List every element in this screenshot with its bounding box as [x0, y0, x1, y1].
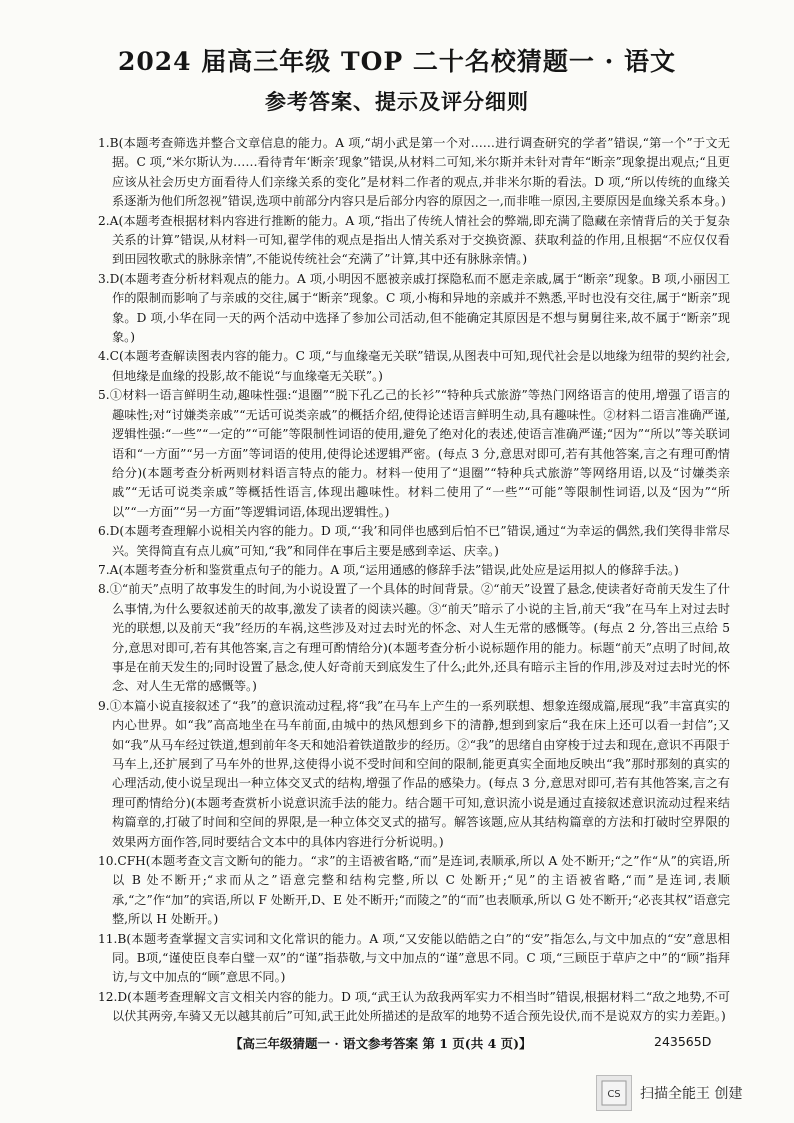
answer-item: [98, 580, 730, 696]
answer-text: B(本题考查筛选并整合文章信息的能力。A 项,“胡小武是第一个对……进行调查研究的学者”错误,“第一个”于文无据。C 项,“米尔斯认为……看待青年‘断亲’现象”错误,从材料二可知,米尔斯并未针对青年“断亲”现象提出观点;“且更应该从社会历史方面看待人们亲缘关系的变化”是材料二作者的观点,并非米尔斯的看法。D 项,“所以传统的血缘关系逐渐为他们所忽视”错误,选项中前部分内容只是后部分内容的原因之一,而非唯一原因,主要原因是血缘关系本身。): [109, 136, 730, 209]
answer-list: [98, 134, 730, 1027]
answer-text: D(本题考查理解文言文相关内容的能力。D 项,“武王认为敌我两军实力不相当时”错误,根据材料二“敌之地势,不可以伏其两旁,车骑又无以越其前后”可知,武王此处所描述的是敌军的地势不适合预先设伏,而不是说双方的实力差距。): [112, 989, 730, 1024]
answer-number: 5.: [98, 388, 110, 403]
answer-number: 7.: [98, 562, 110, 577]
answer-number: 2.: [98, 213, 110, 228]
answer-text: ①材料一语言鲜明生动,趣味性强:“退圈”“脱下孔乙己的长衫”“特种兵式旅游”等热门网络语言的使用,增强了语言的趣味性;对“讨嫌类亲戚”“无话可说类亲戚”的概括介绍,使得论述语言鲜明生动,具有趣味性。②材料二语言准确严谨,逻辑性强:“一些”“一定的”“可能”等限制性词语的使用,避免了绝对化的表述,使语言准确严谨;“因为”“所以”等关联词语和“一方面”“另一方面”等词语的使用,使得论述逻辑严密。(每点 3 分,意思对即可,若有其他答案,言之有理可酌情给分)(本题考查分析两则材料语言特点的能力。材料一使用了“退圈”“特种兵式旅游”等网络用语,以及“讨嫌类亲戚”“无话可说类亲戚”等概括性语言,体现出趣味性。材料二使用了“一些”“可能”等限制性词语,以及“因为”“所以”“一方面”“另一方面”等逻辑词语,体现出逻辑性。): [109, 388, 730, 519]
answer-item: [98, 561, 730, 580]
answer-number: 3.: [98, 271, 110, 286]
answer-item: [98, 988, 730, 1027]
camscanner-logo-icon: [596, 1075, 632, 1111]
answer-text: ①“前天”点明了故事发生的时间,为小说设置了一个具体的时间背景。②“前天”设置了悬念,使读者好奇前天发生了什么事情,为什么要叙述前天的故事,激发了读者的阅读兴趣。③“前天”暗示了小说的主旨,前天“我”在马车上对过去时光的联想,以及前天“我”经历的车祸,这些涉及对过去时光的怀念、对人生无常的感慨等。(每点 2 分,答出三点给 5 分,意思对即可,若有其他答案,言之有理可酌情给分)(本题考查分析小说标题作用的能力。标题“前天”点明了时间,故事是在前天发生的;同时设置了悬念,使人好奇前天到底发生了什么;此外,还具有暗示主旨的作用,涉及对过去时光的怀念、对人生无常的感慨等。): [109, 582, 730, 694]
answer-text: A(本题考查分析和鉴赏重点句子的能力。A 项,“运用通感的修辞手法”错误,此处应是运用拟人的修辞手法。): [109, 562, 679, 577]
answer-item: [98, 347, 730, 386]
answer-number: 11.: [98, 931, 118, 946]
answer-text: D(本题考查理解小说相关内容的能力。D 项,“‘我’和同伴也感到后怕不已”错误,通过“为幸运的偶然,我们笑得非常尽兴。笑得简直有点儿疯”可知,“我”和同伴在事后主要是感到幸运、庆幸。): [109, 524, 730, 558]
answer-item: [98, 522, 730, 561]
svg-text:CS: CS: [607, 1089, 621, 1100]
answer-text: ①本篇小说直接叙述了“我”的意识流动过程,将“我”在马车上产生的一系列联想、想象连缀成篇,展现“我”丰富真实的内心世界。如“我”高高地坐在马车前面,由城中的热风想到乡下的清静,想到到家后“我在床上还可以看一封信”;又如“我”从马车经过铁道,想到前年冬天和她沿着铁道散步的经历。②“我”的思绪自由穿梭于过去和现在,意识不再限于马车上,还扩展到了马车外的世界,这使得小说不受时间和空间的限制,能更真实全面地反映出“我”那时那刻的真实的心理活动,使小说呈现出一种立体交叉式的结构,增强了作品的感染力。(每点 3 分,意思对即可,若有其他答案,言之有理可酌情给分)(本题考查赏析小说意识流手法的能力。结合题干可知,意识流小说是通过直接叙述意识流动过程来结构篇章的,打破了时间和空间的界限,是一种立体交叉式的描写。解答该题,应从其结构篇章的方法和打破时空界限的效果两方面作答,同时要结合文本中的具体内容进行分析说明。): [109, 698, 730, 849]
answer-text: A(本题考查根据材料内容进行推断的能力。A 项,“指出了传统人情社会的弊端,即充满了隐藏在亲情背后的关于复杂关系的计算”错误,从材料一可知,翟学伟的观点是指出人情关系对于交换资源、获取利益的作用,且根据“不应仅仅看到田园牧歌式的脉脉亲情”,不能说传统社会“充满了”计算,其中还有脉脉亲情。): [109, 213, 730, 267]
answer-number: 10.: [98, 854, 118, 869]
answer-number: 6.: [98, 524, 110, 539]
document-title: 2024 届高三年级 TOP 二十名校猜题一 · 语文: [118, 47, 676, 76]
page-footer: 【高三年级猜题一 · 语文参考答案 第 1 页(共 4 页)】: [230, 1036, 532, 1051]
watermark-text: 扫描全能王 创建: [640, 1086, 743, 1102]
answer-item: [98, 852, 730, 930]
answer-item: [98, 134, 730, 212]
answer-number: 9.: [98, 698, 110, 713]
answer-text: B(本题考查掌握文言实词和文化常识的能力。A 项,“又安能以皓皓之白”的“安”指怎么,与文中加点的“安”意思相同。B项,“谨使臣良奉白璧一双”的“谨”指恭敬,与文中加点的“谨”意思不同。C 项,“三顾臣于草庐之中”的“顾”指拜访,与文中加点的“顾”意思不同。): [112, 931, 730, 985]
answer-text: CFH(本题考查文言文断句的能力。“求”的主语被省略,“而”是连词,表顺承,所以 A 处不断开;“之”作“从”的宾语,所以 B 处不断开;“求而从之”语意完整和结构完整,所以 C 处断开;“见”的主语被省略,“而”是连词,表顺承,“之”作“加”的宾语,所以 F 处断开,D、E 处不断开;“而陵之”的“而”也表顺承,所以 G 处不断开;“必丧其权”语意完整,所以 H 处断开。): [112, 854, 730, 927]
answer-text: C(本题考查解读图表内容的能力。C 项,“与血缘毫无关联”错误,从图表中可知,现代社会是以地缘为纽带的契约社会,但地缘是血缘的投影,故不能说“与血缘毫无关联”。): [109, 349, 730, 383]
answer-text: D(本题考查分析材料观点的能力。A 项,小明因不愿被亲戚打探隐私而不愿走亲戚,属于“断亲”现象。B 项,小丽因工作的限制而影响了与亲戚的交往,属于“断亲”现象。C 项,小梅和异地的亲戚并不熟悉,平时也没有交往,属于“断亲”现象。D 项,小华在同一天的两个活动中选择了参加公司活动,但不能确定其原因是不想与舅舅往来,故不属于“断亲”现象。): [109, 271, 730, 345]
answer-number: 8.: [98, 582, 110, 597]
answer-number: 4.: [98, 349, 110, 364]
answer-item: [98, 386, 730, 522]
document-subtitle: 参考答案、提示及评分细则: [265, 89, 529, 114]
scanner-watermark: [596, 1075, 742, 1111]
answer-number: 1.: [98, 136, 110, 150]
answer-item: [98, 697, 730, 852]
answer-item: [98, 212, 730, 270]
answer-number: 12.: [98, 989, 118, 1004]
document-code: 243565D: [654, 1034, 712, 1049]
answer-item: [98, 930, 730, 988]
answer-item: [98, 270, 730, 348]
